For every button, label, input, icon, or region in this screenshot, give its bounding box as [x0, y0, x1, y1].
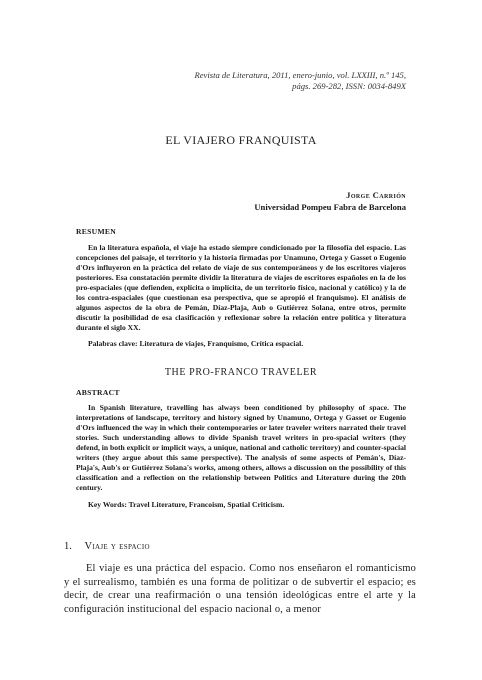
author-affiliation: Universidad Pompeu Fabra de Barcelona [254, 202, 406, 212]
section-number: 1. [64, 541, 72, 552]
abstract-keywords: Key Words: Travel Literature, Francoism, Spatial Criticism. [88, 500, 285, 509]
abstract-label: ABSTRACT [76, 388, 120, 397]
author-block [254, 189, 406, 213]
resumen-keywords: Palabras clave: Literatura de viajes, Franquismo, Crítica espacial. [88, 339, 304, 348]
section-heading [64, 541, 150, 552]
abstract-text [76, 403, 406, 493]
journal-reference [106, 70, 406, 92]
section-body [64, 562, 416, 616]
english-title: THE PRO-FRANCO TRAVELER [164, 367, 318, 378]
journal-reference-line-2: págs. 269-282, ISSN: 0034-849X [292, 81, 406, 91]
resumen-paragraph: En la literatura española, el viaje ha estado siempre condicionado por la filosofía del espacio. Las concepciones del paisaje, el territorio y la historia firmadas por Unamuno, Ortega y Gasset o Eugenio d'Ors influyeron en la práctica del relato de viaje de sus contemporáneos y de los escritores viajeros posteriores. Esa constatación permite dividir la literatura de viajes de escritores españoles en la de los pro-espaciales (que defienden, explícita o implícita, de un territorio físico, nacional y católico) y la de los contra-espaciales (que cuestionan esa perspectiva, que se apropió el franquismo). El análisis de algunos aspectos de la obra de Pemán, Díaz-Plaja, Aub o Gutiérrez Solana, entre otros, permite discutir la posibilidad de esa clasificación y reflexionar sobre la relación entre política y literatura durante el siglo XX. [76, 243, 406, 332]
article-title: EL VIAJERO FRANQUISTA [165, 133, 317, 147]
abstract-paragraph: In Spanish literature, travelling has always been conditioned by philosophy of space. The interpretations of landscape, territory and history signed by Unamuno, Ortega y Gasset or Eugenio d'Ors influenced the way in which their contemporaries or later traveler writers narrated their travel stories. Such understanding allows to divide Spanish travel writers in pro-spacial writers (they defend, in both explicit or implicit ways, a unique, national and catholic territory) and counter-spacial writers (they argue about this same perspective). The analysis of some aspects of Pemán's, Díaz-Plaja's, Aub's or Gutiérrez Solana's works, among others, allows a discussion on the possibility of this classification and a reflection on the relationship between Politics and Literature during the 20th century. [76, 403, 406, 492]
resumen-label: RESUMEN [76, 227, 117, 236]
resumen-text [76, 243, 406, 333]
body-paragraph: El viaje es una práctica del espacio. Como nos enseñaron el romanticismo y el surrealismo, también es una forma de politizar o de subvertir el espacio; es decir, de crear una reafirmación o una tensión ideológicas entre el arte y la configuración institucional del espacio nacional o, a menor [64, 563, 416, 615]
journal-reference-line-1: Revista de Literatura, 2011, enero-junio, vol. LXXIII, n.º 145, [194, 70, 406, 80]
author-name: Jorge Carrión [346, 190, 406, 200]
section-title: Viaje y espacio [84, 541, 150, 552]
